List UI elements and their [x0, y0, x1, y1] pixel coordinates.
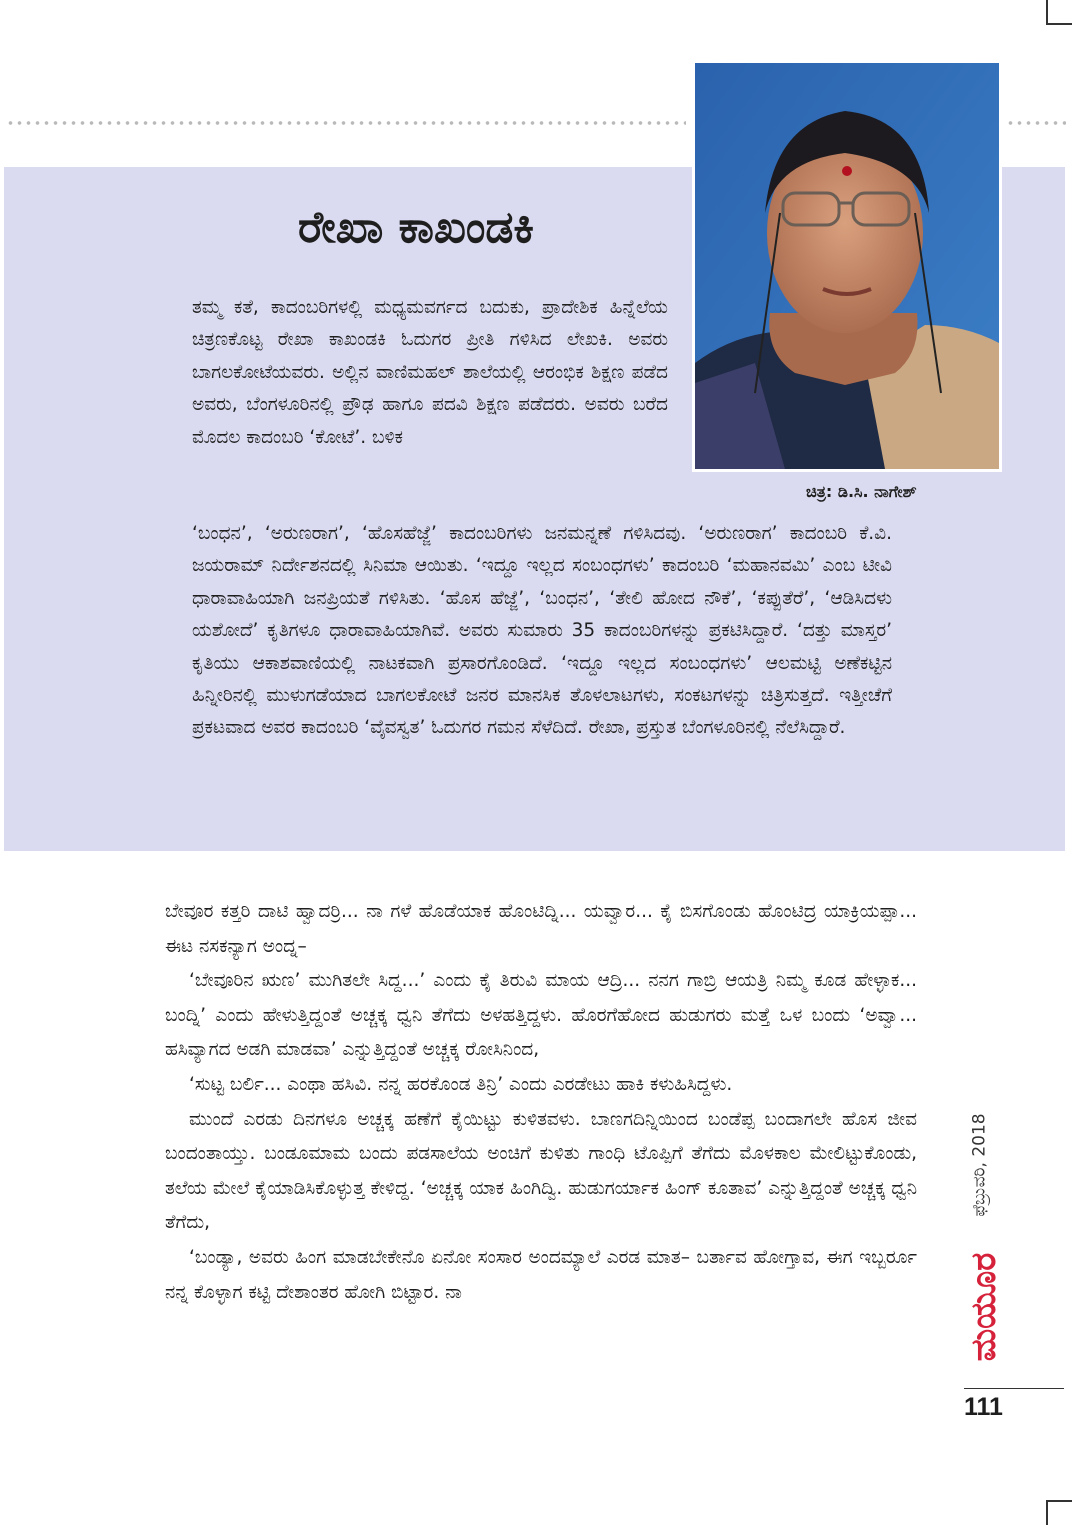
issue-date — [962, 1100, 998, 1230]
dotted-rule-right — [1006, 120, 1066, 126]
magazine-logo — [966, 1248, 1002, 1366]
bio-paragraph: ‘ಬಂಧನ’, ‘ಅರುಣರಾಗ’, ‘ಹೊಸಹೆಜ್ಜೆ’ ಕಾದಂಬರಿಗಳು ಜನಮನ್ನಣೆ ಗಳಿಸಿದವು. ‘ಅರುಣರಾಗ’ ಕಾದಂಬರಿ ಕೆ.ವಿ. ಜಯರಾಮ್ ನಿರ್ದೇಶನದಲ್ಲಿ ಸಿನಿಮಾ ಆಯಿತು. ‘ಇದ್ದೂ ಇಲ್ಲದ ಸಂಬಂಧಗಳು’ ಕಾದಂಬರಿ ‘ಮಹಾನವಮಿ’ ಎಂಬ ಟೀವಿ ಧಾರಾವಾಹಿಯಾಗಿ ಜನಪ್ರಿಯತೆ ಗಳಿಸಿತು. ‘ಹೊಸ ಹೆಜ್ಜೆ’, ‘ಬಂಧನ’, ‘ತೇಲಿ ಹೋದ ನೌಕೆ’, ‘ಕಪ್ಪುತೆರೆ’, ‘ಆಡಿಸಿದಳು ಯಶೋದೆ’ ಕೃತಿಗಳೂ ಧಾರಾವಾಹಿಯಾಗಿವೆ. ಅವರು ಸುಮಾರು 35 ಕಾದಂಬರಿಗಳನ್ನು ಪ್ರಕಟಿಸಿದ್ದಾರೆ. ‘ದತ್ತು ಮಾಸ್ತರ’ ಕೃತಿಯು ಆಕಾಶವಾಣಿಯಲ್ಲಿ ನಾಟಕವಾಗಿ ಪ್ರಸಾರಗೊಂಡಿದೆ. ‘ಇದ್ದೂ ಇಲ್ಲದ ಸಂಬಂಧಗಳು’ ಆಲಮಟ್ಟಿ ಅಣೆಕಟ್ಟಿನ ಹಿನ್ನೀರಿನಲ್ಲಿ ಮುಳುಗಡೆಯಾದ ಬಾಗಲಕೋಟೆ ಜನರ ಮಾನಸಿಕ ತೊಳಲಾಟಗಳು, ಸಂಕಟಗಳನ್ನು ಚಿತ್ರಿಸುತ್ತದೆ. ಇತ್ತೀಚೆಗೆ ಪ್ರಕಟವಾದ ಅವರ ಕಾದಂಬರಿ ‘ವೈವಸ್ವತ’ ಓದುಗರ ಗಮನ ಸೆಳೆದಿದೆ. ರೇಖಾ, ಪ್ರಸ್ತುತ ಬೆಂಗಳೂರಿನಲ್ಲಿ ನೆಲೆಸಿದ್ದಾರೆ. — [192, 523, 892, 739]
crop-mark-bottom-right-v — [1046, 1500, 1048, 1525]
issue-date-text: ಫೆಬ್ರುವರಿ, 2018 — [970, 1113, 991, 1217]
crop-mark-bottom-right-h — [1046, 1500, 1072, 1502]
story-paragraph: ‘ಸುಟ್ಟ ಬರ್ಲಿ... ಎಂಥಾ ಹಸಿವಿ. ನನ್ನ ಹರಕೊಂಡ ತಿನ್ರಿ’ ಎಂದು ಎರಡೇಟು ಹಾಕಿ ಕಳುಹಿಸಿದ್ದಳು. — [189, 1073, 733, 1095]
photo-credit: ಚಿತ್ರ: ಡಿ.ಸಿ. ನಾಗೇಶ್ — [806, 482, 917, 501]
story-paragraph: ‘ಬೇವೂರಿನ ಋಣ’ ಮುಗಿತಲೇ ಸಿದ್ದ...’ ಎಂದು ಕೈ ತಿರುವಿ ಮಾಯ ಆದ್ರಿ... ನನಗ ಗಾಬ್ರಿ ಆಯತ್ರಿ ನಿಮ್ಮ ಕೂಡ ಹೇಳ್ಳಾಕ... ಬಂದ್ನಿ’ ಎಂದು ಹೇಳುತ್ತಿದ್ದಂತೆ ಅಚ್ಚಕ್ಕ ಧ್ವನಿ ತೆಗೆದು ಅಳಹತ್ತಿದ್ದಳು. ಹೊರಗೆಹೋದ ಹುಡುಗರು ಮತ್ತೆ ಒಳ ಬಂದು ‘ಅವ್ವಾ... ಹಸಿವ್ಯಾಗದ ಅಡಗಿ ಮಾಡವಾ’ ಎನ್ನುತ್ತಿದ್ದಂತೆ ಅಚ್ಚಕ್ಕ ರೋಸಿನಿಂದ, — [165, 970, 917, 1061]
bio-paragraph: ತಮ್ಮ ಕತೆ, ಕಾದಂಬರಿಗಳಲ್ಲಿ ಮಧ್ಯಮವರ್ಗದ ಬದುಕು, ಪ್ರಾದೇಶಿಕ ಹಿನ್ನೆಲೆಯ ಚಿತ್ರಣಕೊಟ್ಟ ರೇಖಾ ಕಾಖಂಡಕಿ ಓದುಗರ ಪ್ರೀತಿ ಗಳಿಸಿದ ಲೇಖಕಿ. ಅವರು ಬಾಗಲಕೋಟೆಯವರು. ಅಲ್ಲಿನ ವಾಣಿಮಹಲ್ ಶಾಲೆಯಲ್ಲಿ ಆರಂಭಿಕ ಶಿಕ್ಷಣ ಪಡೆದ ಅವರು, ಬೆಂಗಳೂರಿನಲ್ಲಿ ಪ್ರೌಢ ಹಾಗೂ ಪದವಿ ಶಿಕ್ಷಣ ಪಡೆದರು. ಅವರು ಬರೆದ ಮೊದಲ ಕಾದಂಬರಿ ‘ಕೋಟೆ’. ಬಳಿಕ — [192, 297, 668, 448]
author-name-title: ರೇಖಾ ಕಾಖಂಡಕಿ — [297, 202, 535, 253]
story-text — [165, 895, 917, 1310]
page-number: 111 — [964, 1393, 1003, 1421]
author-bio-narrow — [192, 292, 668, 454]
crop-mark-top-right-h — [1046, 23, 1072, 25]
story-paragraph: ಬೇವೂರ ಕತ್ತರಿ ದಾಟಿ ಹ್ವಾದರ್ರಿ... ನಾ ಗಳೆ ಹೊಡೆಯಾಕ ಹೊಂಟಿದ್ನಿ... ಯವ್ವಾರ... ಕೈ ಬಿಸಗೊಂಡು ಹೊಂಟಿದ್ರ ಯಾಕ್ರಿಯಪ್ಪಾ... ಈಟ ನಸಕನ್ಯಾಗ ಅಂದ್ನ– — [165, 901, 917, 957]
story-paragraph: ‘ಬಂಡ್ಯಾ, ಅವರು ಹಿಂಗ ಮಾಡಬೇಕೇನೊ ಏನೋ ಸಂಸಾರ ಅಂದಮ್ಯಾಲೆ ಎರಡ ಮಾತ– ಬರ್ತಾವ ಹೋಗ್ತಾವ, ಈಗ ಇಬ್ಬರ್ರೂ ನನ್ನ ಕೊಳ್ಳಾಗ ಕಟ್ಟಿ ದೇಶಾಂತರ ಹೋಗಿ ಬಿಟ್ಟಾರ. ನಾ — [165, 1246, 917, 1303]
page-number-rule — [964, 1388, 1064, 1389]
crop-mark-top-right-v — [1046, 0, 1048, 24]
story-paragraph: ಮುಂದೆ ಎರಡು ದಿನಗಳೂ ಅಚ್ಚಕ್ಕ ಹಣೆಗೆ ಕೈಯಿಟ್ಟು ಕುಳಿತವಳು. ಬಾಣಗದಿನ್ನಿಯಿಂದ ಬಂಡೆಪ್ಪ ಬಂದಾಗಲೇ ಹೊಸ ಜೀವ ಬಂದಂತಾಯ್ತು. ಬಂಡೂಮಾಮ ಬಂದು ಪಡಸಾಲೆಯ ಅಂಚಿಗೆ ಕುಳಿತು ಗಾಂಧಿ ಟೊಪ್ಪಿಗೆ ತೆಗೆದು ಮೊಳಕಾಲ ಮೇಲಿಟ್ಟುಕೊಂಡು, ತಲೆಯ ಮೇಲೆ ಕೈಯಾಡಿಸಿಕೊಳ್ಳುತ್ತ ಕೇಳಿದ್ದ. ‘ಅಚ್ಚಕ್ಕ ಯಾಕ ಹಿಂಗಿದ್ವಿ. ಹುಡುಗರ್ಯಾಕ ಹಿಂಗ್ ಕೂತಾವ’ ಎನ್ನುತ್ತಿದ್ದಂತೆ ಅಚ್ಚಕ್ಕ ಧ್ವನಿ ತೆಗೆದು, — [165, 1108, 917, 1234]
magazine-logo-text: ಮಯೂರ — [964, 1252, 1004, 1362]
author-photo — [692, 60, 1002, 472]
author-bio-wide — [192, 518, 892, 745]
dotted-rule-left — [6, 120, 686, 126]
author-portrait-illustration — [695, 63, 999, 469]
